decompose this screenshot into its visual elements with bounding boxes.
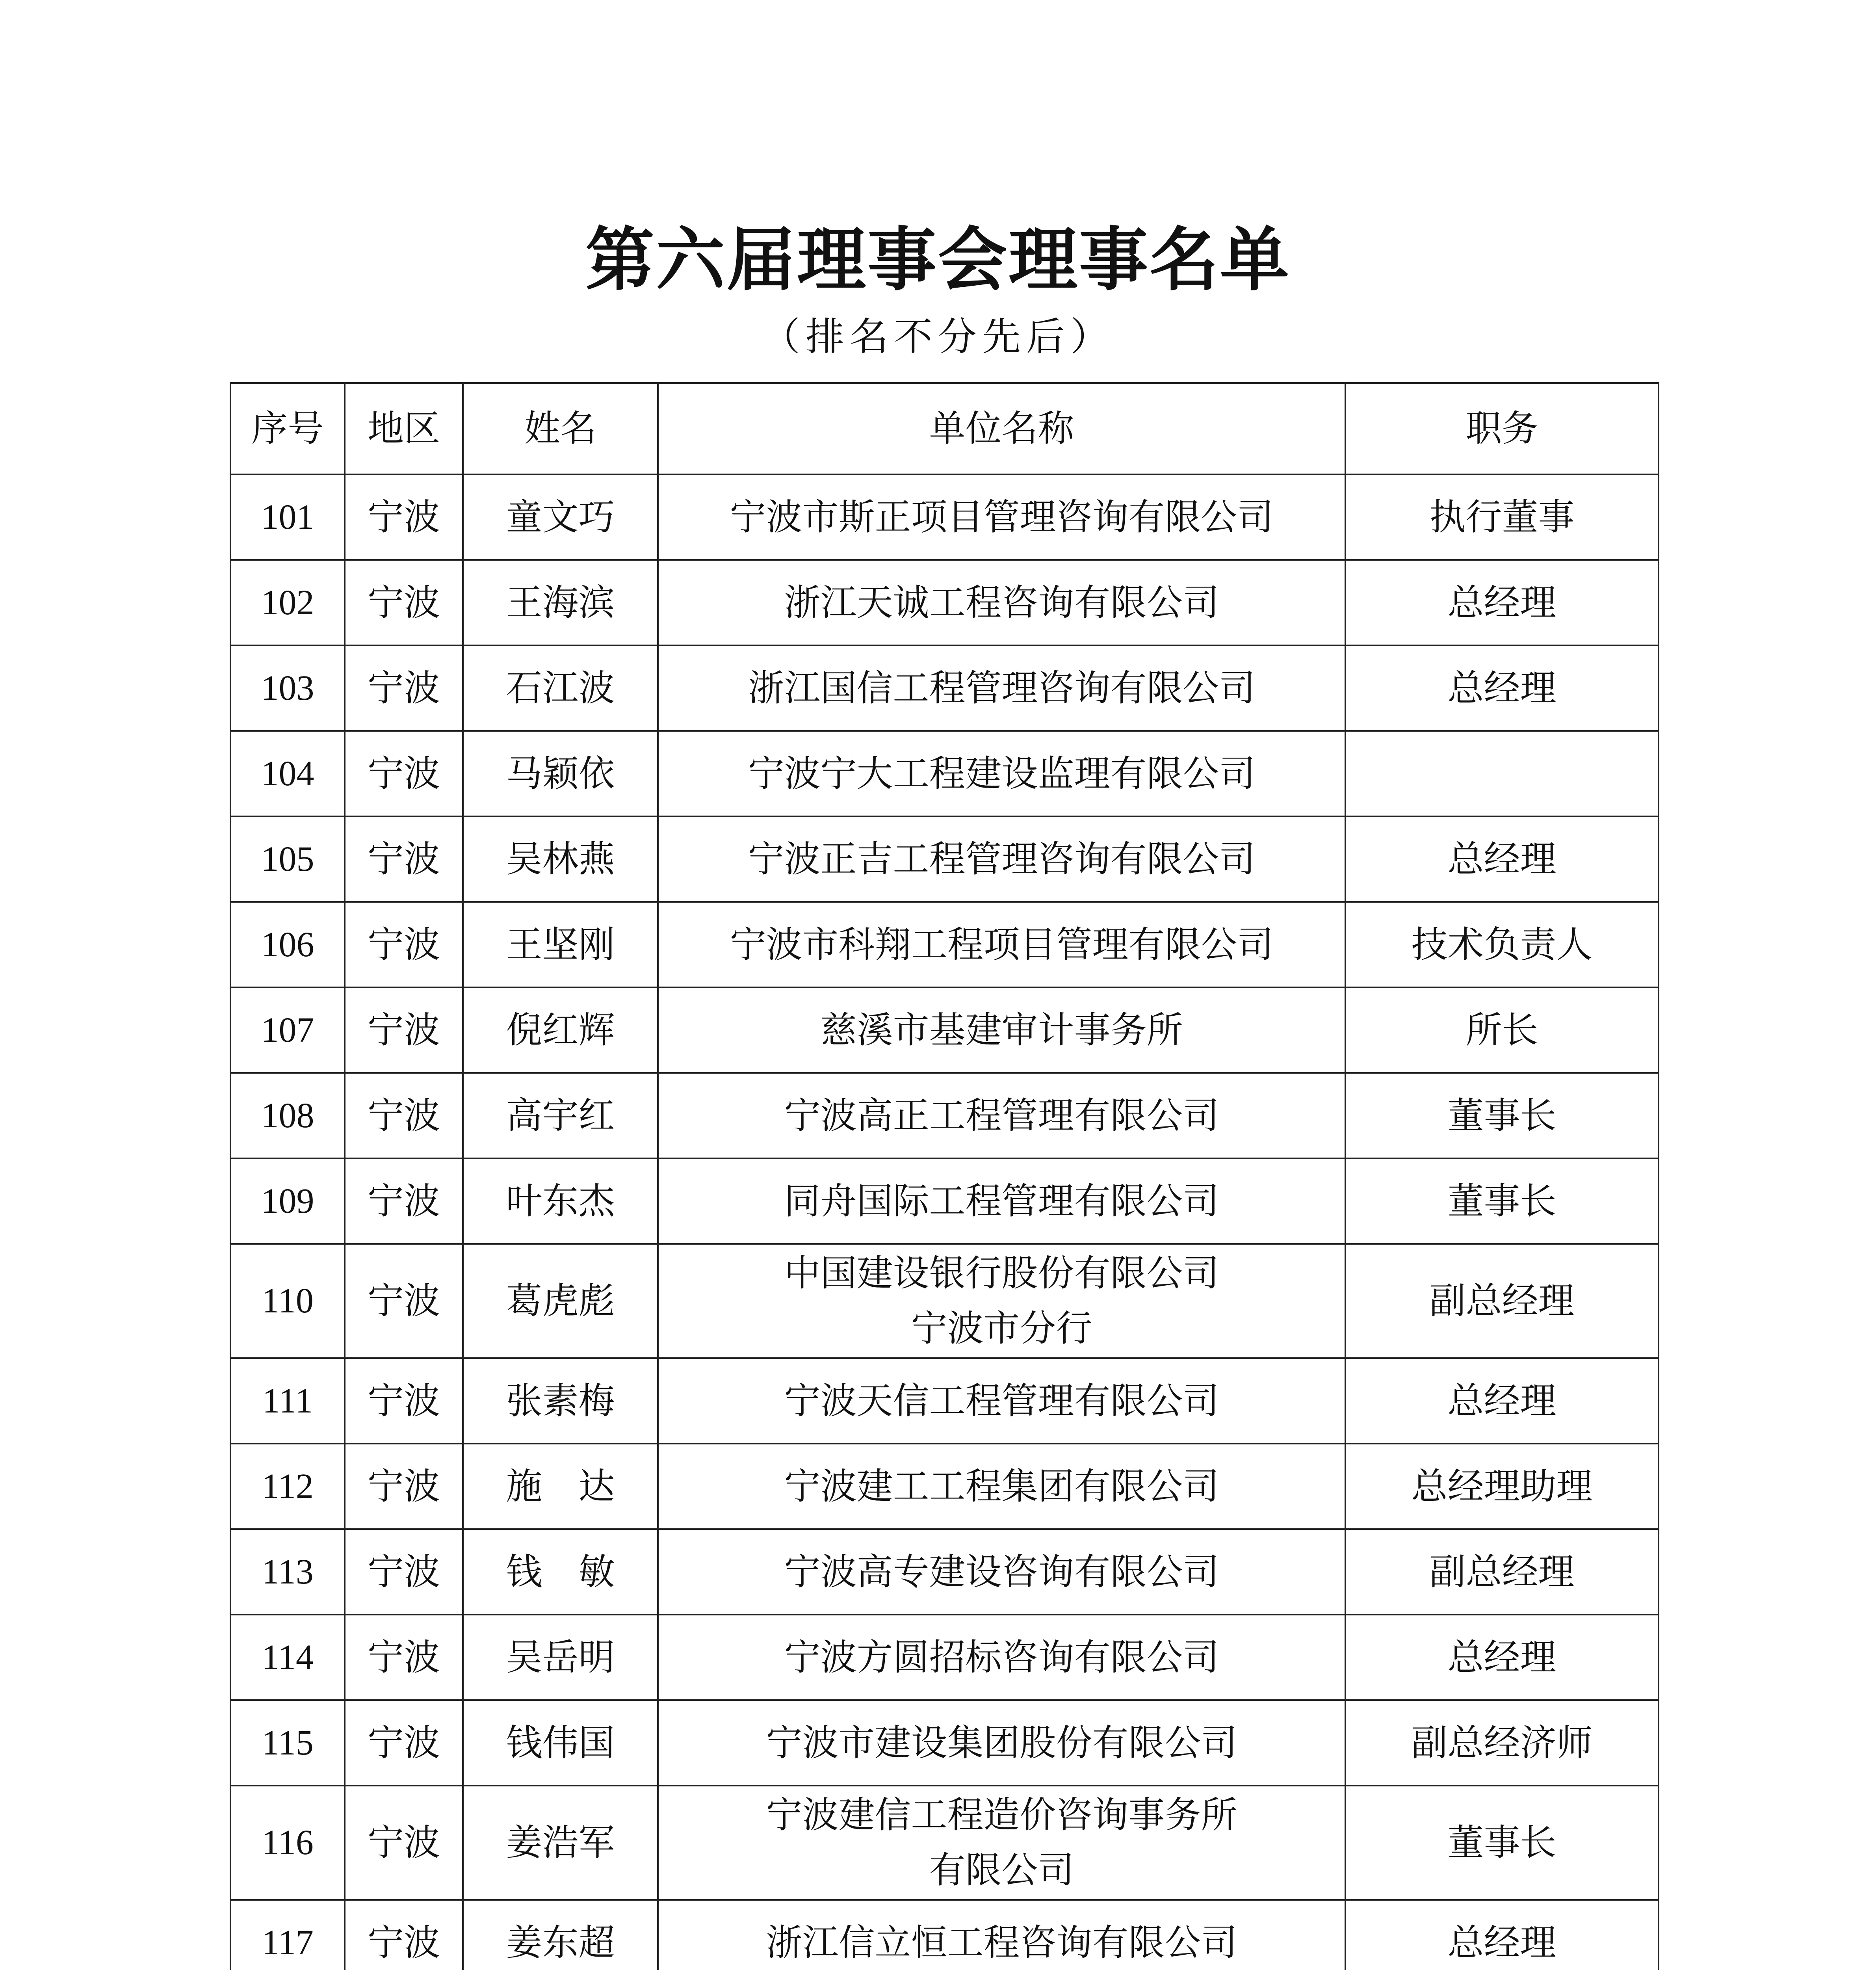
organization-line: 宁波建工工程集团有限公司 [784, 1465, 1219, 1507]
cell-organization [658, 1615, 1345, 1700]
organization-line: 宁波正吉工程管理咨询有限公司 [748, 838, 1256, 880]
cell-serial-number: 109 [230, 1158, 345, 1244]
cell-region: 宁波 [345, 1615, 463, 1700]
cell-organization [658, 816, 1345, 902]
organization-line: 宁波宁大工程建设监理有限公司 [748, 752, 1256, 795]
cell-position: 副总经济师 [1345, 1700, 1659, 1786]
cell-name: 童文巧 [463, 474, 658, 560]
cell-position: 技术负责人 [1345, 902, 1659, 987]
cell-region: 宁波 [345, 1529, 463, 1615]
cell-serial-number: 112 [230, 1444, 345, 1529]
cell-serial-number: 113 [230, 1529, 345, 1615]
cell-serial-number: 105 [230, 816, 345, 902]
cell-region: 宁波 [345, 474, 463, 560]
table-row [230, 474, 1659, 560]
organization-line: 宁波高专建设咨询有限公司 [784, 1550, 1219, 1593]
cell-region: 宁波 [345, 1700, 463, 1786]
cell-serial-number: 110 [230, 1244, 345, 1358]
header-position: 职务 [1345, 383, 1659, 474]
cell-serial-number: 103 [230, 645, 345, 731]
cell-serial-number: 104 [230, 731, 345, 816]
cell-organization [658, 1900, 1345, 1970]
table-body [230, 474, 1659, 1970]
cell-organization [658, 902, 1345, 987]
cell-organization [658, 1358, 1345, 1444]
page-title: 第六届理事会理事名单 [585, 219, 1291, 300]
cell-region: 宁波 [345, 560, 463, 645]
council-member-table [230, 382, 1659, 1970]
cell-name: 倪红辉 [463, 987, 658, 1073]
table-row [230, 1529, 1659, 1615]
cell-region: 宁波 [345, 1358, 463, 1444]
organization-line: 有限公司 [929, 1849, 1074, 1891]
cell-serial-number: 102 [230, 560, 345, 645]
organization-line: 宁波市分行 [911, 1307, 1092, 1349]
cell-organization [658, 1444, 1345, 1529]
cell-organization [658, 1073, 1345, 1158]
cell-name: 葛虎彪 [463, 1244, 658, 1358]
cell-serial-number: 115 [230, 1700, 345, 1786]
cell-name: 吴林燕 [463, 816, 658, 902]
cell-name: 姜东超 [463, 1900, 658, 1970]
cell-organization [658, 731, 1345, 816]
header-region: 地区 [345, 383, 463, 474]
header-name: 姓名 [463, 383, 658, 474]
organization-line: 宁波市科翔工程项目管理有限公司 [730, 923, 1274, 966]
cell-serial-number: 108 [230, 1073, 345, 1158]
cell-region: 宁波 [345, 1158, 463, 1244]
cell-position: 总经理 [1345, 816, 1659, 902]
cell-region: 宁波 [345, 1244, 463, 1358]
cell-name: 王坚刚 [463, 902, 658, 987]
cell-name: 马颖依 [463, 731, 658, 816]
cell-position: 总经理 [1345, 560, 1659, 645]
cell-position: 总经理 [1345, 1900, 1659, 1970]
cell-organization [658, 474, 1345, 560]
header-organization: 单位名称 [658, 383, 1345, 474]
cell-organization [658, 987, 1345, 1073]
cell-serial-number: 116 [230, 1786, 345, 1900]
table-row [230, 645, 1659, 731]
cell-serial-number: 107 [230, 987, 345, 1073]
cell-name: 施 达 [463, 1444, 658, 1529]
organization-line: 同舟国际工程管理有限公司 [784, 1180, 1219, 1222]
table-row [230, 731, 1659, 816]
cell-name: 叶东杰 [463, 1158, 658, 1244]
cell-name: 钱伟国 [463, 1700, 658, 1786]
cell-position: 总经理 [1345, 1615, 1659, 1700]
cell-region: 宁波 [345, 1073, 463, 1158]
organization-line: 宁波方圆招标咨询有限公司 [784, 1636, 1219, 1678]
cell-organization [658, 1529, 1345, 1615]
table-row [230, 560, 1659, 645]
cell-organization [658, 1244, 1345, 1358]
organization-line: 慈溪市基建审计事务所 [820, 1009, 1183, 1051]
cell-name: 高宇红 [463, 1073, 658, 1158]
organization-line: 浙江国信工程管理咨询有限公司 [748, 667, 1256, 709]
cell-serial-number: 106 [230, 902, 345, 987]
cell-position: 执行董事 [1345, 474, 1659, 560]
cell-name: 吴岳明 [463, 1615, 658, 1700]
organization-line: 宁波高正工程管理有限公司 [784, 1094, 1219, 1137]
cell-region: 宁波 [345, 902, 463, 987]
cell-serial-number: 114 [230, 1615, 345, 1700]
table-row [230, 987, 1659, 1073]
cell-position: 副总经理 [1345, 1529, 1659, 1615]
table-row [230, 1244, 1659, 1358]
organization-line: 宁波建信工程造价咨询事务所 [766, 1794, 1237, 1836]
cell-position: 所长 [1345, 987, 1659, 1073]
cell-organization [658, 645, 1345, 731]
cell-name: 石江波 [463, 645, 658, 731]
cell-region: 宁波 [345, 645, 463, 731]
table-row [230, 1900, 1659, 1970]
table-row [230, 1158, 1659, 1244]
cell-region: 宁波 [345, 987, 463, 1073]
table-row [230, 1444, 1659, 1529]
cell-organization [658, 1700, 1345, 1786]
organization-line: 浙江天诚工程咨询有限公司 [784, 581, 1219, 624]
cell-position: 董事长 [1345, 1158, 1659, 1244]
table-row [230, 816, 1659, 902]
table-row [230, 902, 1659, 987]
cell-serial-number: 117 [230, 1900, 345, 1970]
organization-line: 宁波市建设集团股份有限公司 [766, 1721, 1237, 1764]
cell-region: 宁波 [345, 816, 463, 902]
cell-organization [658, 1786, 1345, 1900]
cell-name: 姜浩军 [463, 1786, 658, 1900]
page-subtitle: （排名不分先后） [761, 314, 1114, 359]
table-row [230, 1786, 1659, 1900]
cell-region: 宁波 [345, 1786, 463, 1900]
table-header-row [230, 383, 1659, 474]
cell-serial-number: 101 [230, 474, 345, 560]
cell-region: 宁波 [345, 1444, 463, 1529]
cell-position: 总经理 [1345, 1358, 1659, 1444]
organization-line: 宁波市斯正项目管理咨询有限公司 [730, 496, 1274, 538]
cell-position: 总经理助理 [1345, 1444, 1659, 1529]
cell-region: 宁波 [345, 1900, 463, 1970]
cell-name: 张素梅 [463, 1358, 658, 1444]
organization-line: 宁波天信工程管理有限公司 [784, 1379, 1219, 1422]
cell-region: 宁波 [345, 731, 463, 816]
table-row [230, 1073, 1659, 1158]
cell-position: 董事长 [1345, 1073, 1659, 1158]
organization-line: 中国建设银行股份有限公司 [784, 1252, 1219, 1294]
cell-name: 钱 敏 [463, 1529, 658, 1615]
organization-line: 浙江信立恒工程咨询有限公司 [766, 1921, 1237, 1964]
header-serial-number: 序号 [230, 383, 345, 474]
cell-position: 总经理 [1345, 645, 1659, 731]
cell-position: 董事长 [1345, 1786, 1659, 1900]
table-row [230, 1700, 1659, 1786]
cell-organization [658, 560, 1345, 645]
cell-position [1345, 731, 1659, 816]
cell-organization [658, 1158, 1345, 1244]
table-row [230, 1615, 1659, 1700]
table-row [230, 1358, 1659, 1444]
cell-position: 副总经理 [1345, 1244, 1659, 1358]
cell-name: 王海滨 [463, 560, 658, 645]
cell-serial-number: 111 [230, 1358, 345, 1444]
